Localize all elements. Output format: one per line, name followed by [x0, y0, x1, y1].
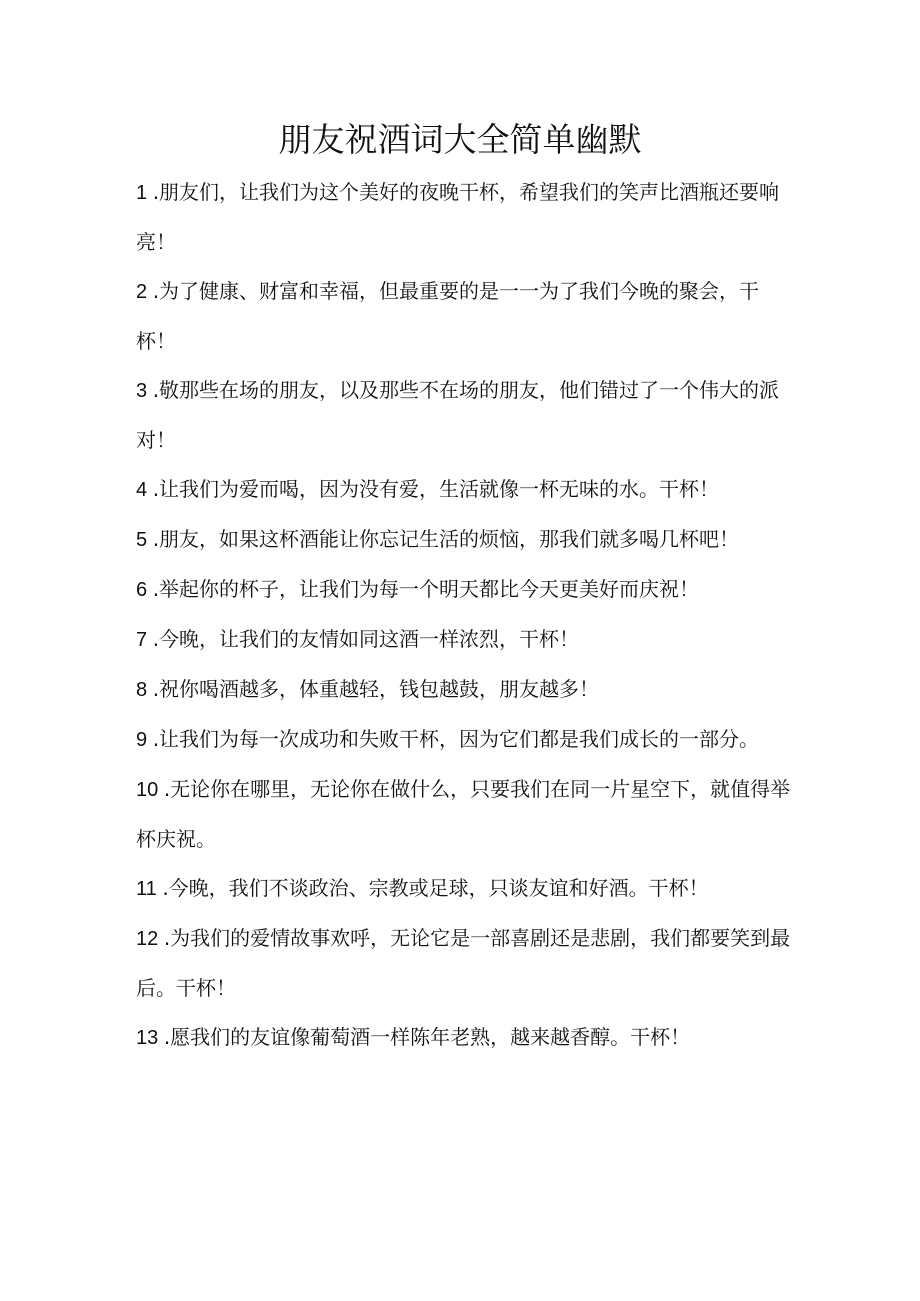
item-text: .举起你的杯子，让我们为每一个明天都比今天更美好而庆祝！: [152, 577, 700, 601]
list-item: [136, 615, 796, 665]
item-number: 12: [136, 928, 159, 950]
item-number: 2: [136, 281, 148, 303]
list-item: [136, 864, 796, 914]
item-text: .让我们为爱而喝，因为没有爱，生活就像一杯无味的水。干杯！: [152, 477, 720, 501]
item-text: .朋友，如果这杯酒能让你忘记生活的烦恼，那我们就多喝几杯吧！: [152, 527, 740, 551]
item-text: .敬那些在场的朋友，以及那些不在场的朋友，他们错过了一个伟大的派对！: [136, 378, 780, 452]
item-text: .让我们为每一次成功和失败干杯，因为它们都是我们成长的一部分。: [152, 727, 760, 751]
item-number: 13: [136, 1027, 159, 1049]
list-item: [136, 914, 796, 1013]
item-number: 3: [136, 380, 148, 402]
list-item: [136, 715, 796, 765]
list-item: [136, 267, 796, 366]
item-number: 7: [136, 629, 148, 651]
item-number: 10: [136, 779, 159, 801]
item-number: 8: [136, 679, 148, 701]
item-text: .今晚，让我们的友情如同这酒一样浓烈，干杯！: [152, 627, 580, 651]
list-item: [136, 1013, 796, 1063]
list-item: [136, 515, 796, 565]
item-text: .为我们的爱情故事欢呼，无论它是一部喜剧还是悲剧，我们都要笑到最后。干杯！: [136, 926, 791, 1000]
item-text: .无论你在哪里，无论你在做什么，只要我们在同一片星空下，就值得举杯庆祝。: [136, 777, 791, 851]
list-item: [136, 168, 796, 267]
item-number: 1: [136, 182, 148, 204]
item-number: 6: [136, 579, 148, 601]
item-text: .愿我们的友谊像葡萄酒一样陈年老熟，越来越香醇。干杯！: [163, 1025, 691, 1049]
item-text: .今晚，我们不谈政治、宗教或足球，只谈友谊和好酒。干杯！: [162, 876, 709, 900]
item-number: 9: [136, 729, 148, 751]
toast-list: [136, 168, 796, 1063]
list-item: [136, 366, 796, 465]
list-item: [136, 665, 796, 715]
list-item: [136, 765, 796, 864]
item-number: 11: [136, 878, 157, 900]
item-text: .为了健康、财富和幸福，但最重要的是一一为了我们今晚的聚会，干杯！: [136, 279, 760, 353]
item-text: .祝你喝酒越多，体重越轻，钱包越鼓，朋友越多！: [152, 677, 600, 701]
list-item: [136, 465, 796, 515]
list-item: [136, 565, 796, 615]
item-number: 4: [136, 479, 148, 501]
item-text: .朋友们，让我们为这个美好的夜晚干杯，希望我们的笑声比酒瓶还要响亮！: [136, 180, 780, 254]
document-title: 朋友祝酒词大全简单幽默: [278, 120, 642, 159]
item-number: 5: [136, 529, 148, 551]
